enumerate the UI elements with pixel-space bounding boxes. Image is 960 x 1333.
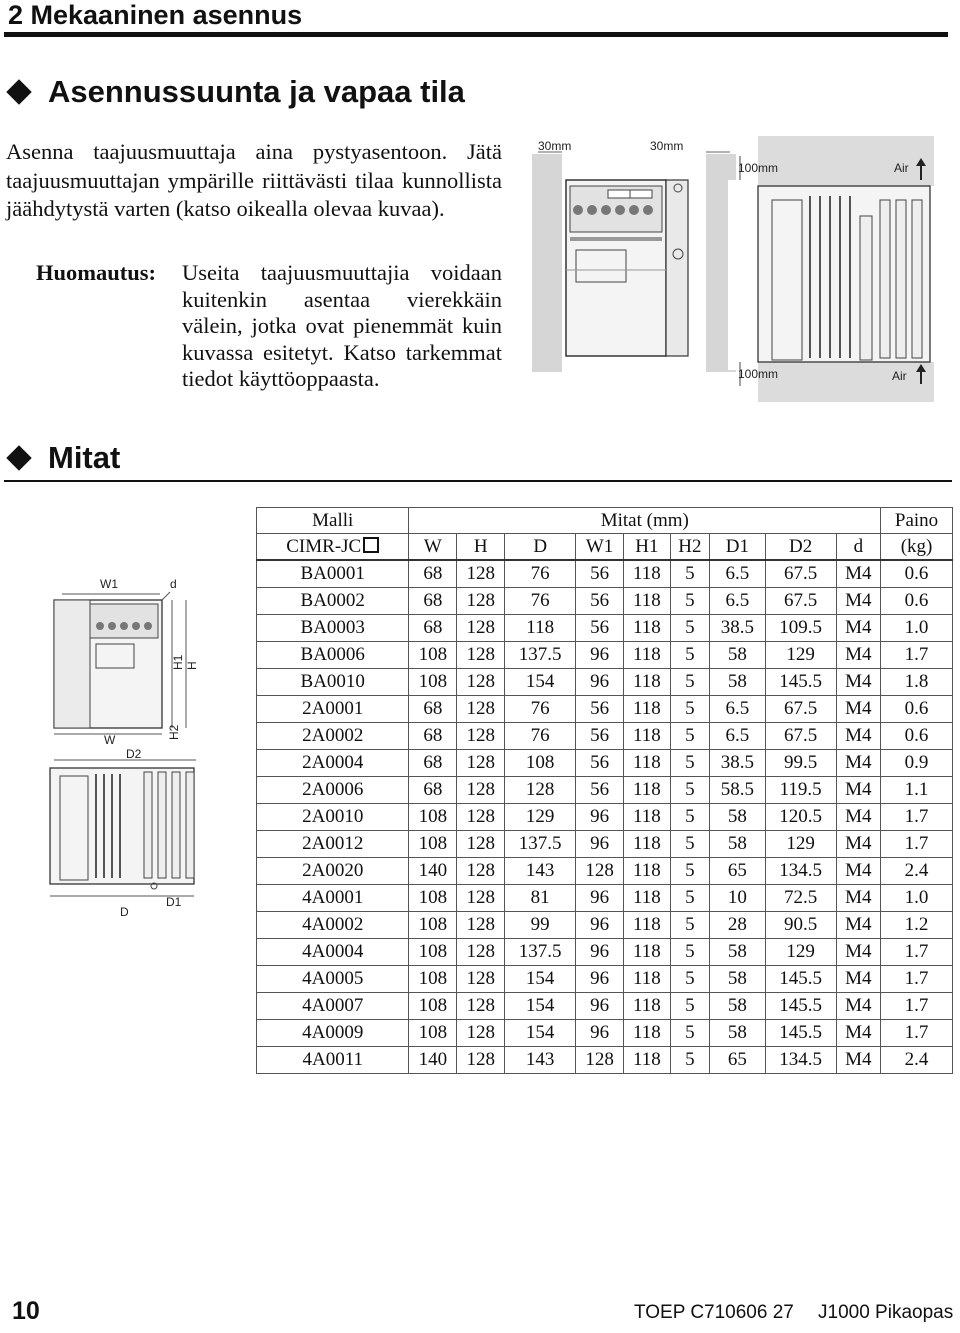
table-row xyxy=(257,696,953,723)
table-cell: 118 xyxy=(624,885,671,912)
table-cell: 5 xyxy=(670,966,709,993)
table-row xyxy=(257,723,953,750)
table-cell: 0.6 xyxy=(881,588,953,615)
model-cell: 4A0004 xyxy=(257,939,409,966)
table-cell: 134.5 xyxy=(765,858,836,885)
model-cell: 2A0010 xyxy=(257,804,409,831)
table-cell: 58 xyxy=(710,831,766,858)
model-series-text: CIMR-JC xyxy=(286,535,362,557)
table-cell: 96 xyxy=(576,885,624,912)
table-row xyxy=(257,588,953,615)
model-cell: 4A0011 xyxy=(257,1047,409,1074)
diamond-bullet-icon xyxy=(6,79,31,104)
table-cell: 137.5 xyxy=(505,831,576,858)
document-id: TOEP C710606 27 xyxy=(634,1302,794,1323)
table-cell: 5 xyxy=(670,993,709,1020)
table-cell: 128 xyxy=(457,723,505,750)
table-cell: 58 xyxy=(710,993,766,1020)
note-label: Huomautus: xyxy=(36,260,157,285)
table-cell: 56 xyxy=(576,560,624,588)
table-cell: 128 xyxy=(457,615,505,642)
col-header: W xyxy=(409,534,457,561)
table-cell: 128 xyxy=(457,696,505,723)
table-cell: 5 xyxy=(670,669,709,696)
table-cell: 99.5 xyxy=(765,750,836,777)
table-cell: 118 xyxy=(624,939,671,966)
table-cell: 109.5 xyxy=(765,615,836,642)
table-cell: 119.5 xyxy=(765,777,836,804)
h2-label: H2 xyxy=(167,724,181,740)
table-cell: 96 xyxy=(576,669,624,696)
table-cell: 58 xyxy=(710,1020,766,1047)
chapter-heading: 2 Mekaaninen asennus xyxy=(8,0,303,30)
page-number: 10 xyxy=(12,1297,40,1325)
table-cell: 56 xyxy=(576,588,624,615)
table-cell: 108 xyxy=(409,669,457,696)
table-cell: 5 xyxy=(670,939,709,966)
col-header: H xyxy=(457,534,505,561)
model-cell: 4A0009 xyxy=(257,1020,409,1047)
table-cell: 65 xyxy=(710,1047,766,1074)
table-cell: 56 xyxy=(576,750,624,777)
table-cell: 67.5 xyxy=(765,696,836,723)
table-row xyxy=(257,560,953,588)
table-cell: M4 xyxy=(836,831,880,858)
table-cell: 5 xyxy=(670,858,709,885)
document-title: J1000 Pikaopas xyxy=(818,1302,954,1323)
table-cell: 128 xyxy=(457,885,505,912)
table-cell: 137.5 xyxy=(505,939,576,966)
table-cell: 0.6 xyxy=(881,560,953,588)
table-cell: 0.9 xyxy=(881,750,953,777)
table-row xyxy=(257,885,953,912)
table-cell: 5 xyxy=(670,723,709,750)
col-header: D1 xyxy=(710,534,766,561)
table-cell: M4 xyxy=(836,858,880,885)
table-cell: 128 xyxy=(457,1047,505,1074)
col-header: H2 xyxy=(670,534,709,561)
table-cell: 137.5 xyxy=(505,642,576,669)
table-row xyxy=(257,831,953,858)
table-cell: 108 xyxy=(409,831,457,858)
table-cell: 58 xyxy=(710,642,766,669)
table-cell: 99 xyxy=(505,912,576,939)
table-cell: 0.6 xyxy=(881,696,953,723)
table-cell: 96 xyxy=(576,993,624,1020)
table-cell: 96 xyxy=(576,912,624,939)
table-cell: M4 xyxy=(836,939,880,966)
table-cell: 128 xyxy=(457,777,505,804)
note-block xyxy=(36,260,502,393)
table-cell: 118 xyxy=(624,1020,671,1047)
table-cell: 108 xyxy=(505,750,576,777)
table-cell: 128 xyxy=(457,642,505,669)
diamond-bullet-icon xyxy=(6,445,31,470)
table-cell: 140 xyxy=(409,1047,457,1074)
table-cell: 1.7 xyxy=(881,642,953,669)
table-row xyxy=(257,669,953,696)
table-cell: 118 xyxy=(624,642,671,669)
table-cell: M4 xyxy=(836,642,880,669)
model-cell: 2A0020 xyxy=(257,858,409,885)
model-cell: BA0003 xyxy=(257,615,409,642)
table-cell: 1.0 xyxy=(881,615,953,642)
table-cell: 5 xyxy=(670,831,709,858)
col-header: W1 xyxy=(576,534,624,561)
table-header-row xyxy=(257,508,953,534)
section-rule xyxy=(4,480,952,482)
table-cell: 129 xyxy=(765,939,836,966)
table-cell: 128 xyxy=(576,1047,624,1074)
d-total-label: D xyxy=(120,905,129,919)
table-cell: 5 xyxy=(670,912,709,939)
table-cell: 118 xyxy=(624,966,671,993)
model-cell: 4A0007 xyxy=(257,993,409,1020)
table-row xyxy=(257,750,953,777)
table-cell: 6.5 xyxy=(710,560,766,588)
table-cell: 68 xyxy=(409,588,457,615)
table-cell: 128 xyxy=(457,669,505,696)
table-cell: 5 xyxy=(670,696,709,723)
table-cell: 108 xyxy=(409,939,457,966)
section-heading-installation xyxy=(4,74,465,110)
table-cell: 120.5 xyxy=(765,804,836,831)
table-cell: 118 xyxy=(624,723,671,750)
table-cell: 10 xyxy=(710,885,766,912)
model-cell: 2A0002 xyxy=(257,723,409,750)
table-cell: 58 xyxy=(710,669,766,696)
table-cell: 108 xyxy=(409,912,457,939)
table-cell: 68 xyxy=(409,723,457,750)
table-cell: M4 xyxy=(836,669,880,696)
bottom-gap-label: 100mm xyxy=(738,367,779,381)
table-row xyxy=(257,615,953,642)
table-cell: 72.5 xyxy=(765,885,836,912)
table-cell: 129 xyxy=(505,804,576,831)
chapter-rule xyxy=(4,32,948,37)
table-cell: 128 xyxy=(457,966,505,993)
table-cell: 58.5 xyxy=(710,777,766,804)
weight-unit-header: (kg) xyxy=(881,534,953,561)
col-header: d xyxy=(836,534,880,561)
table-cell: 38.5 xyxy=(710,750,766,777)
table-cell: 128 xyxy=(457,1020,505,1047)
h-label: H xyxy=(185,661,199,670)
table-cell: 96 xyxy=(576,966,624,993)
table-cell: 108 xyxy=(409,1020,457,1047)
table-cell: 0.6 xyxy=(881,723,953,750)
table-cell: 56 xyxy=(576,723,624,750)
dims-header: Mitat (mm) xyxy=(409,508,881,534)
table-cell: 1.8 xyxy=(881,669,953,696)
table-cell: 108 xyxy=(409,642,457,669)
table-cell: 68 xyxy=(409,560,457,588)
air-top-label: Air xyxy=(894,161,909,175)
dimension-diagram xyxy=(40,572,250,920)
table-cell: 5 xyxy=(670,777,709,804)
table-row xyxy=(257,993,953,1020)
table-cell: 76 xyxy=(505,696,576,723)
bottom-clearance-zone xyxy=(758,362,934,402)
table-cell: 134.5 xyxy=(765,1047,836,1074)
table-cell: 154 xyxy=(505,1020,576,1047)
table-cell: 128 xyxy=(457,993,505,1020)
table-cell: 5 xyxy=(670,885,709,912)
table-cell: M4 xyxy=(836,777,880,804)
dimensions-table xyxy=(256,507,953,1074)
table-cell: 118 xyxy=(505,615,576,642)
table-cell: 6.5 xyxy=(710,723,766,750)
table-cell: 118 xyxy=(624,1047,671,1074)
table-cell: 1.7 xyxy=(881,1020,953,1047)
col-header: D xyxy=(505,534,576,561)
table-cell: 118 xyxy=(624,912,671,939)
table-cell: 96 xyxy=(576,939,624,966)
table-row xyxy=(257,939,953,966)
table-cell: 1.7 xyxy=(881,804,953,831)
table-cell: M4 xyxy=(836,750,880,777)
table-cell: 58 xyxy=(710,804,766,831)
table-cell: 65 xyxy=(710,858,766,885)
table-cell: 5 xyxy=(670,750,709,777)
drive-front-icon xyxy=(566,180,688,356)
table-cell: 56 xyxy=(576,615,624,642)
model-cell: 2A0012 xyxy=(257,831,409,858)
table-cell: 128 xyxy=(576,858,624,885)
col-header: D2 xyxy=(765,534,836,561)
clearance-front-diagram xyxy=(530,132,738,378)
model-cell: 4A0002 xyxy=(257,912,409,939)
table-cell: 154 xyxy=(505,669,576,696)
table-cell: 56 xyxy=(576,777,624,804)
table-cell: 118 xyxy=(624,696,671,723)
drive-front-icon xyxy=(54,600,162,728)
table-cell: M4 xyxy=(836,1020,880,1047)
table-cell: 145.5 xyxy=(765,669,836,696)
table-cell: 1.7 xyxy=(881,939,953,966)
table-body xyxy=(257,560,953,1074)
table-cell: M4 xyxy=(836,723,880,750)
table-cell: 128 xyxy=(457,831,505,858)
table-cell: M4 xyxy=(836,588,880,615)
table-cell: 96 xyxy=(576,1020,624,1047)
table-cell: 5 xyxy=(670,615,709,642)
table-header-row xyxy=(257,534,953,561)
table-row xyxy=(257,804,953,831)
table-cell: 118 xyxy=(624,993,671,1020)
d1-label: D1 xyxy=(166,895,182,909)
table-cell: 2.4 xyxy=(881,858,953,885)
model-cell: BA0010 xyxy=(257,669,409,696)
table-cell: 2.4 xyxy=(881,1047,953,1074)
table-cell: 68 xyxy=(409,615,457,642)
top-gap-label: 100mm xyxy=(738,161,779,175)
table-cell: 128 xyxy=(457,912,505,939)
w-label: W xyxy=(104,733,116,747)
table-cell: 67.5 xyxy=(765,723,836,750)
table-cell: 128 xyxy=(457,588,505,615)
table-cell: 1.2 xyxy=(881,912,953,939)
table-cell: 96 xyxy=(576,804,624,831)
table-cell: 118 xyxy=(624,588,671,615)
col-header: H1 xyxy=(624,534,671,561)
table-cell: 118 xyxy=(624,858,671,885)
table-cell: 68 xyxy=(409,750,457,777)
section-title: Mitat xyxy=(48,440,121,475)
table-cell: 5 xyxy=(670,560,709,588)
table-cell: 129 xyxy=(765,642,836,669)
table-cell: M4 xyxy=(836,912,880,939)
clearance-side-diagram xyxy=(728,136,936,404)
table-cell: 145.5 xyxy=(765,993,836,1020)
table-cell: 108 xyxy=(409,993,457,1020)
model-cell: 4A0001 xyxy=(257,885,409,912)
table-cell: 128 xyxy=(457,939,505,966)
d-label: d xyxy=(170,577,177,591)
table-cell: 1.7 xyxy=(881,993,953,1020)
model-header: Malli xyxy=(257,508,409,534)
table-cell: 38.5 xyxy=(710,615,766,642)
table-cell: M4 xyxy=(836,804,880,831)
table-cell: 118 xyxy=(624,777,671,804)
table-cell: M4 xyxy=(836,966,880,993)
table-cell: 96 xyxy=(576,642,624,669)
table-cell: 76 xyxy=(505,560,576,588)
table-cell: 1.7 xyxy=(881,966,953,993)
table-cell: 58 xyxy=(710,939,766,966)
table-cell: 68 xyxy=(409,777,457,804)
table-cell: 56 xyxy=(576,696,624,723)
table-cell: 76 xyxy=(505,588,576,615)
table-cell: 140 xyxy=(409,858,457,885)
model-cell: BA0001 xyxy=(257,560,409,588)
table-cell: 5 xyxy=(670,1020,709,1047)
table-cell: 1.7 xyxy=(881,831,953,858)
left-gap-label: 30mm xyxy=(538,139,572,153)
table-cell: 128 xyxy=(457,858,505,885)
model-cell: 2A0004 xyxy=(257,750,409,777)
section-title: Asennussuunta ja vapaa tila xyxy=(48,74,465,109)
table-cell: 6.5 xyxy=(710,588,766,615)
table-cell: 118 xyxy=(624,560,671,588)
intro-paragraph: Asenna taajuusmuuttaja aina pystyasentoon. Jätä taajuusmuuttajan ympärille riittävästi tilaa kunnollista jäähdytystä varten (katso oikealla olevaa kuvaa). xyxy=(6,139,502,221)
left-wall xyxy=(532,154,562,372)
table-cell: 143 xyxy=(505,1047,576,1074)
drive-side-icon xyxy=(758,186,930,362)
table-cell: 28 xyxy=(710,912,766,939)
table-cell: 67.5 xyxy=(765,588,836,615)
table-cell: 108 xyxy=(409,885,457,912)
table-cell: 68 xyxy=(409,696,457,723)
table-cell: 118 xyxy=(624,804,671,831)
table-cell: 143 xyxy=(505,858,576,885)
placeholder-square-icon xyxy=(363,537,379,553)
table-row xyxy=(257,966,953,993)
table-row xyxy=(257,858,953,885)
right-gap-label: 30mm xyxy=(650,139,684,153)
table-row xyxy=(257,912,953,939)
drive-side-icon xyxy=(50,768,194,889)
table-cell: 154 xyxy=(505,993,576,1020)
model-series-header xyxy=(257,534,409,561)
table-cell: 5 xyxy=(670,588,709,615)
table-cell: 145.5 xyxy=(765,966,836,993)
table-cell: 128 xyxy=(457,750,505,777)
table-cell: 81 xyxy=(505,885,576,912)
table-cell: 5 xyxy=(670,642,709,669)
table-cell: 5 xyxy=(670,1047,709,1074)
model-cell: 4A0005 xyxy=(257,966,409,993)
w1-label: W1 xyxy=(100,577,118,591)
table-cell: 128 xyxy=(457,804,505,831)
h1-label: H1 xyxy=(171,654,185,670)
table-cell: M4 xyxy=(836,615,880,642)
air-bottom-label: Air xyxy=(892,369,907,383)
table-cell: 76 xyxy=(505,723,576,750)
d2-label: D2 xyxy=(126,747,142,761)
table-row xyxy=(257,777,953,804)
model-cell: BA0002 xyxy=(257,588,409,615)
table-cell: 108 xyxy=(409,804,457,831)
table-row xyxy=(257,1020,953,1047)
table-cell: 67.5 xyxy=(765,560,836,588)
model-cell: BA0006 xyxy=(257,642,409,669)
table-cell: 128 xyxy=(505,777,576,804)
model-cell: 2A0006 xyxy=(257,777,409,804)
table-cell: 96 xyxy=(576,831,624,858)
table-cell: 118 xyxy=(624,831,671,858)
table-row xyxy=(257,642,953,669)
table-cell: M4 xyxy=(836,1047,880,1074)
table-cell: 145.5 xyxy=(765,1020,836,1047)
table-cell: M4 xyxy=(836,560,880,588)
table-cell: M4 xyxy=(836,696,880,723)
table-cell: 108 xyxy=(409,966,457,993)
table-cell: 154 xyxy=(505,966,576,993)
table-cell: 118 xyxy=(624,669,671,696)
table-cell: M4 xyxy=(836,993,880,1020)
table-cell: 5 xyxy=(670,804,709,831)
table-cell: 129 xyxy=(765,831,836,858)
table-cell: 58 xyxy=(710,966,766,993)
table-row xyxy=(257,1047,953,1074)
table-cell: 1.1 xyxy=(881,777,953,804)
table-cell: 90.5 xyxy=(765,912,836,939)
table-cell: 118 xyxy=(624,615,671,642)
model-cell: 2A0001 xyxy=(257,696,409,723)
table-cell: 1.0 xyxy=(881,885,953,912)
section-heading-dimensions xyxy=(4,440,120,476)
note-text: Useita taajuusmuuttajia voidaan kuitenkin asentaa vierekkäin välein, jotka ovat pienemmät kuin kuvassa esitetyt. Katso tarkemmat tiedot käyttöoppaasta. xyxy=(182,260,502,391)
table-cell: 6.5 xyxy=(710,696,766,723)
table-cell: M4 xyxy=(836,885,880,912)
table-cell: 118 xyxy=(624,750,671,777)
weight-header: Paino xyxy=(881,508,953,534)
table-cell: 128 xyxy=(457,560,505,588)
